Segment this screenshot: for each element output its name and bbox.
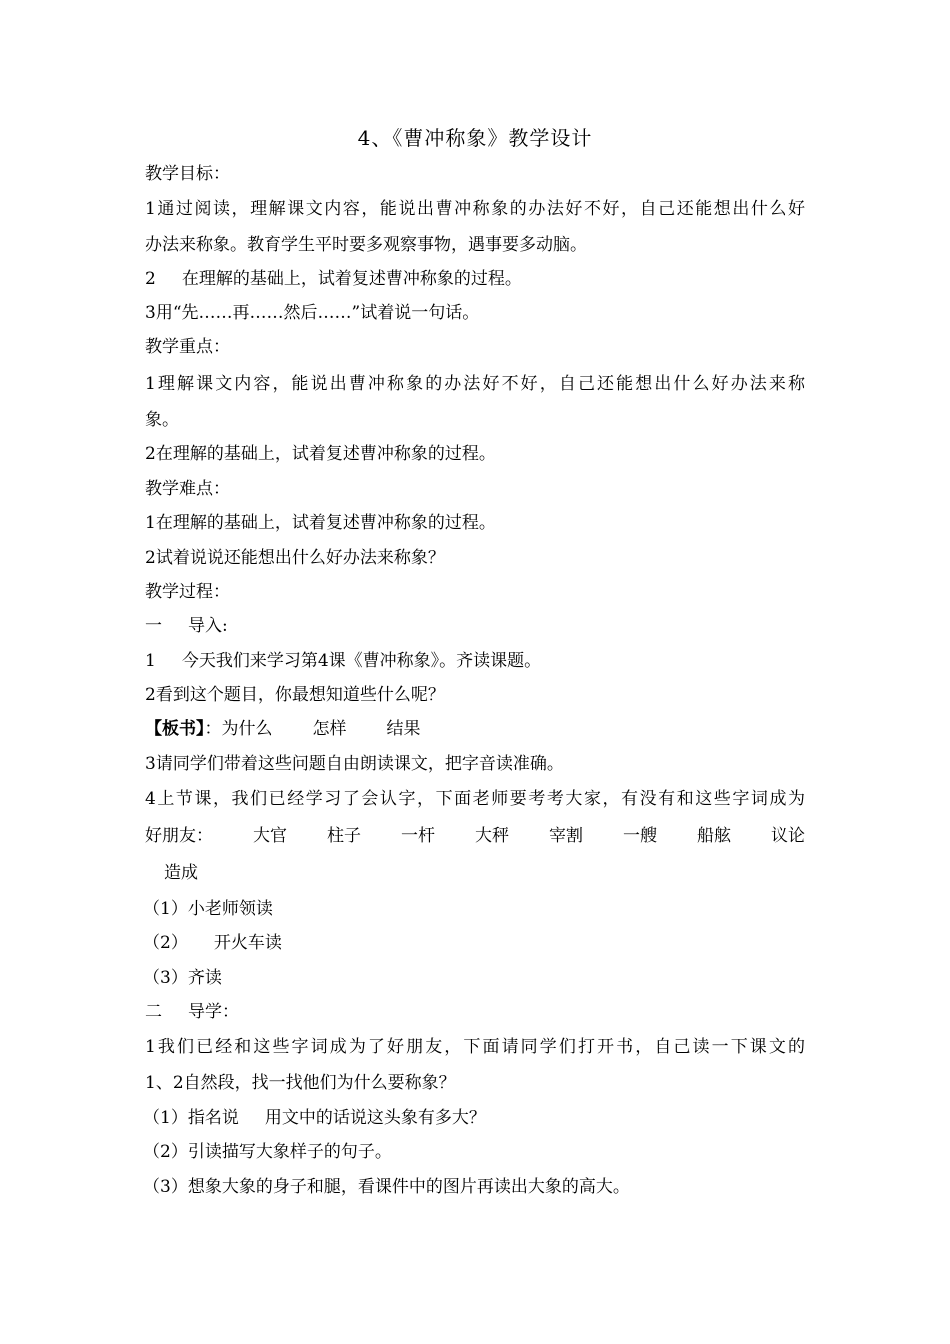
difficulty-2: 2试着说说还能想出什么好办法来称象？ — [145, 548, 445, 568]
objective-2-number: 2 — [145, 269, 156, 289]
board-writing-label: 【板书】 — [145, 719, 205, 739]
vocabulary-word: 宰割 — [549, 826, 583, 846]
board-word-3: 结果 — [386, 719, 421, 739]
board-word-2: 怎样 — [312, 719, 347, 739]
objective-3: 3用“先……再……然后……”试着说一句话。 — [145, 303, 480, 323]
section-1-item-1-text: 今天我们来学习第4课《曹冲称象》。齐读课题。 — [181, 651, 542, 671]
board-word-1: ：为什么 — [204, 719, 273, 739]
vocabulary-word: 一杆 — [401, 826, 435, 846]
section-2-title: 导学： — [188, 1002, 239, 1022]
objectives-heading: 教学目标： — [145, 164, 230, 184]
key-point-2: 2在理解的基础上，试着复述曹冲称象的过程。 — [145, 444, 496, 464]
section-1-number: 一 — [145, 616, 162, 636]
section-1-item-2: 2看到这个题目，你最想知道些什么呢？ — [145, 685, 445, 705]
section-1-item-1-number: 1 — [145, 651, 156, 671]
section-1-item-3: 3请同学们带着这些问题自由朗读课文，把字音读准确。 — [145, 754, 564, 774]
key-point-1-line-2: 象。 — [145, 410, 179, 430]
objective-1-line-2: 办法来称象。教育学生平时要多观察事物，遇事要多动脑。 — [145, 235, 587, 255]
key-point-1-line-1: 1理解课文内容，能说出曹冲称象的办法好不好，自己还能想出什么好办法来称 — [145, 374, 805, 394]
section-2-sub-2: （2）引读描写大象样子的句子。 — [143, 1142, 392, 1162]
section-2-sub-3: （3）想象大象的身子和腿，看课件中的图片再读出大象的高大。 — [143, 1177, 630, 1197]
vocabulary-word: 议论 — [771, 826, 805, 846]
vocabulary-line — [145, 824, 805, 848]
vocabulary-word: 大官 — [253, 826, 287, 846]
sub-step-2 — [143, 931, 282, 955]
vocabulary-word: 柱子 — [327, 826, 361, 846]
objective-2 — [145, 267, 522, 291]
section-2-heading — [145, 1000, 239, 1024]
key-points-heading: 教学重点： — [145, 337, 230, 357]
sub-step-2-text: 开火车读 — [213, 933, 282, 953]
section-1-title: 导入: — [188, 616, 228, 636]
section-2-sub-1-a: （1）指名说 — [143, 1108, 239, 1128]
objective-2-text: 在理解的基础上，试着复述曹冲称象的过程。 — [181, 269, 522, 289]
section-2-item-1-line-1: 1我们已经和这些字词成为了好朋友，下面请同学们打开书，自己读一下课文的 — [145, 1037, 805, 1057]
document-title: 4、《曹冲称象》教学设计 — [357, 126, 593, 150]
board-writing — [145, 717, 421, 741]
section-2-sub-1 — [143, 1106, 486, 1130]
vocabulary-word: 一艘 — [623, 826, 657, 846]
section-1-heading — [145, 614, 228, 638]
process-heading: 教学过程： — [145, 582, 230, 602]
difficulties-heading: 教学难点： — [145, 479, 230, 499]
vocabulary-word: 大秤 — [475, 826, 509, 846]
sub-step-2-number: （2） — [143, 933, 188, 953]
section-2-sub-1-b: 用文中的话说这头象有多大？ — [264, 1108, 486, 1128]
section-1-item-1 — [145, 649, 541, 673]
sub-step-1: （1）小老师领读 — [143, 899, 273, 919]
vocabulary-word-last: 造成 — [164, 863, 198, 883]
objective-1-line-1: 1通过阅读，理解课文内容，能说出曹冲称象的办法好不好，自己还能想出什么好 — [145, 199, 805, 219]
vocabulary-lead: 好朋友： — [145, 826, 213, 846]
section-2-item-1-line-2: 1、2自然段，找一找他们为什么要称象？ — [145, 1073, 456, 1093]
vocabulary-word: 船舷 — [697, 826, 731, 846]
sub-step-3: （3）齐读 — [143, 968, 222, 988]
section-2-number: 二 — [145, 1002, 162, 1022]
difficulty-1: 1在理解的基础上，试着复述曹冲称象的过程。 — [145, 513, 496, 533]
section-1-item-4-line-1: 4上节课，我们已经学习了会认字，下面老师要考考大家，有没有和这些字词成为 — [145, 789, 805, 809]
